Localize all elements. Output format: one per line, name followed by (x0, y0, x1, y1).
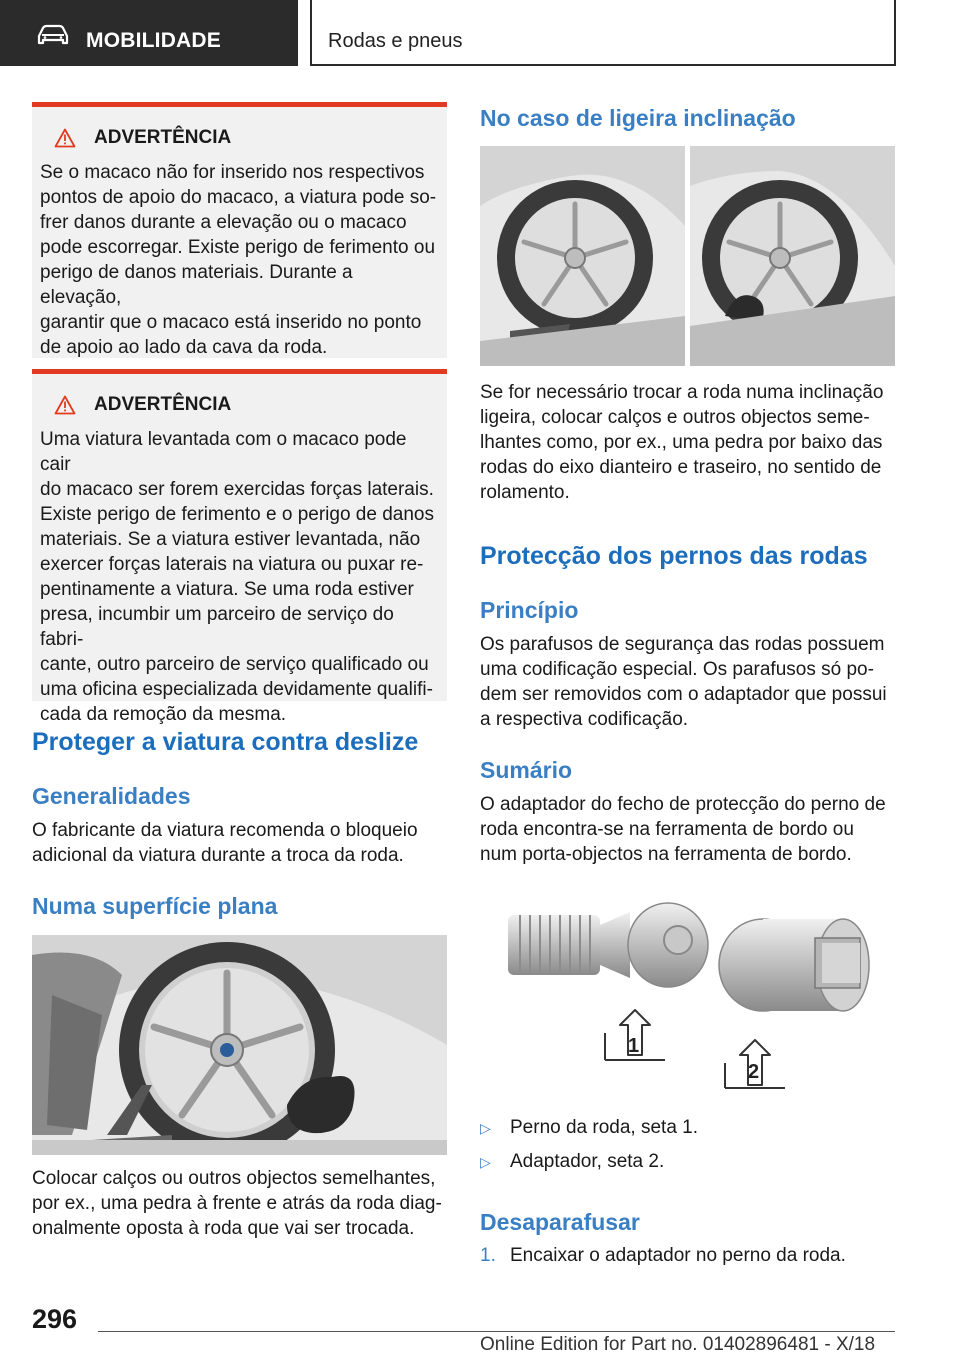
heading-desaparafusar: Desaparafusar (480, 1209, 640, 1235)
list-item: ▷ Adaptador, seta 2. (480, 1151, 665, 1172)
heading-generalidades: Generalidades (32, 783, 191, 809)
paragraph-inclinacao: Se for necessário trocar a roda numa inclinação ligeira, colocar calços e outros objectos seme- lhantes como, por ex., uma pedra por baixo das rodas do eixo dianteiro e traseiro, no sentido de rolamento. (480, 382, 884, 503)
bullet-triangle-icon: ▷ (480, 1120, 491, 1136)
heading-inclinacao: No caso de ligeira inclinação (480, 105, 796, 131)
warning-title: ADVERTÊNCIA (94, 394, 232, 415)
paragraph-sumario: O adaptador do fecho de protecção do perno de roda encontra-se na ferramenta de bordo ou num porta-objectos na ferramenta de bordo. (480, 794, 886, 865)
figure-bolt-adapter (480, 890, 895, 1100)
warning-triangle-icon (54, 128, 76, 148)
bullet-triangle-icon: ▷ (480, 1154, 491, 1170)
heading-proteccao-pernos: Protecção dos pernos das rodas (480, 542, 868, 570)
page-number: 296 (32, 1304, 78, 1334)
figure-label-1: 1 (628, 1035, 640, 1057)
footer-rule (98, 1331, 895, 1332)
warning-box-2 (32, 369, 447, 725)
step-number: 1. (480, 1245, 496, 1266)
warning-box-1 (32, 102, 447, 358)
step-item (480, 1245, 846, 1267)
footer-edition: Online Edition for Part no. 01402896481 - X/18 (480, 1334, 876, 1355)
chapter-header (310, 0, 896, 66)
heading-proteger: Proteger a viatura contra deslize (32, 728, 419, 756)
figure-slope (480, 146, 895, 366)
car-icon (36, 24, 70, 46)
bolt (508, 903, 708, 987)
warning-title: ADVERTÊNCIA (94, 127, 232, 148)
warning-text: Se o macaco não for inserido nos respectivos pontos de apoio do macaco, a viatura pode so- frer danos durante a elevação ou o macaco pode escorregar. Existe perigo de ferimento ou perigo de danos materiais. Durante a elevação, garantir que o macaco está inserido no ponto de apoio ao lado da cava da roda. (40, 162, 437, 358)
section-tab (0, 0, 298, 66)
adapter (719, 919, 869, 1011)
step-text: Encaixar o adaptador no perno da roda. (510, 1245, 846, 1266)
heading-superficie-plana: Numa superfície plana (32, 893, 278, 919)
chapter-title: Rodas e pneus (328, 30, 463, 52)
paragraph-superficie-plana: Colocar calços ou outros objectos semelhantes, por ex., uma pedra à frente e atrás da roda diag- onalmente oposta à roda que vai ser trocada. (32, 1168, 442, 1239)
warning-triangle-icon (54, 395, 76, 415)
warning-text: Uma viatura levantada com o macaco pode cair do macaco ser forem exercidas forças laterais. Existe perigo de ferimento e o perigo de danos materiais. Se a viatura estiver levantada, não exercer forças laterais na viatura ou puxar re- pentinamente a viatura. Se uma roda estiver presa, incumbir um parceiro de serviço do fabri- cante, outro parceiro de serviço qualificado ou uma oficina especializada devidamente qualifi- cada da remoção da mesma. (40, 429, 434, 725)
list-item: ▷ Perno da roda, seta 1. (480, 1117, 699, 1138)
section-label: MOBILIDADE (86, 29, 221, 52)
heading-principio: Princípio (480, 597, 579, 623)
figure-flat-surface (32, 935, 447, 1155)
heading-sumario: Sumário (480, 757, 573, 783)
figure-label-2: 2 (748, 1061, 760, 1083)
paragraph-generalidades: O fabricante da viatura recomenda o bloqueio adicional da viatura durante a troca da roda. (32, 820, 418, 866)
paragraph-principio: Os parafusos de segurança das rodas possuem uma codificação especial. Os parafusos só po- dem ser removidos com o adaptador que possui a respectiva codificação. (480, 634, 887, 730)
